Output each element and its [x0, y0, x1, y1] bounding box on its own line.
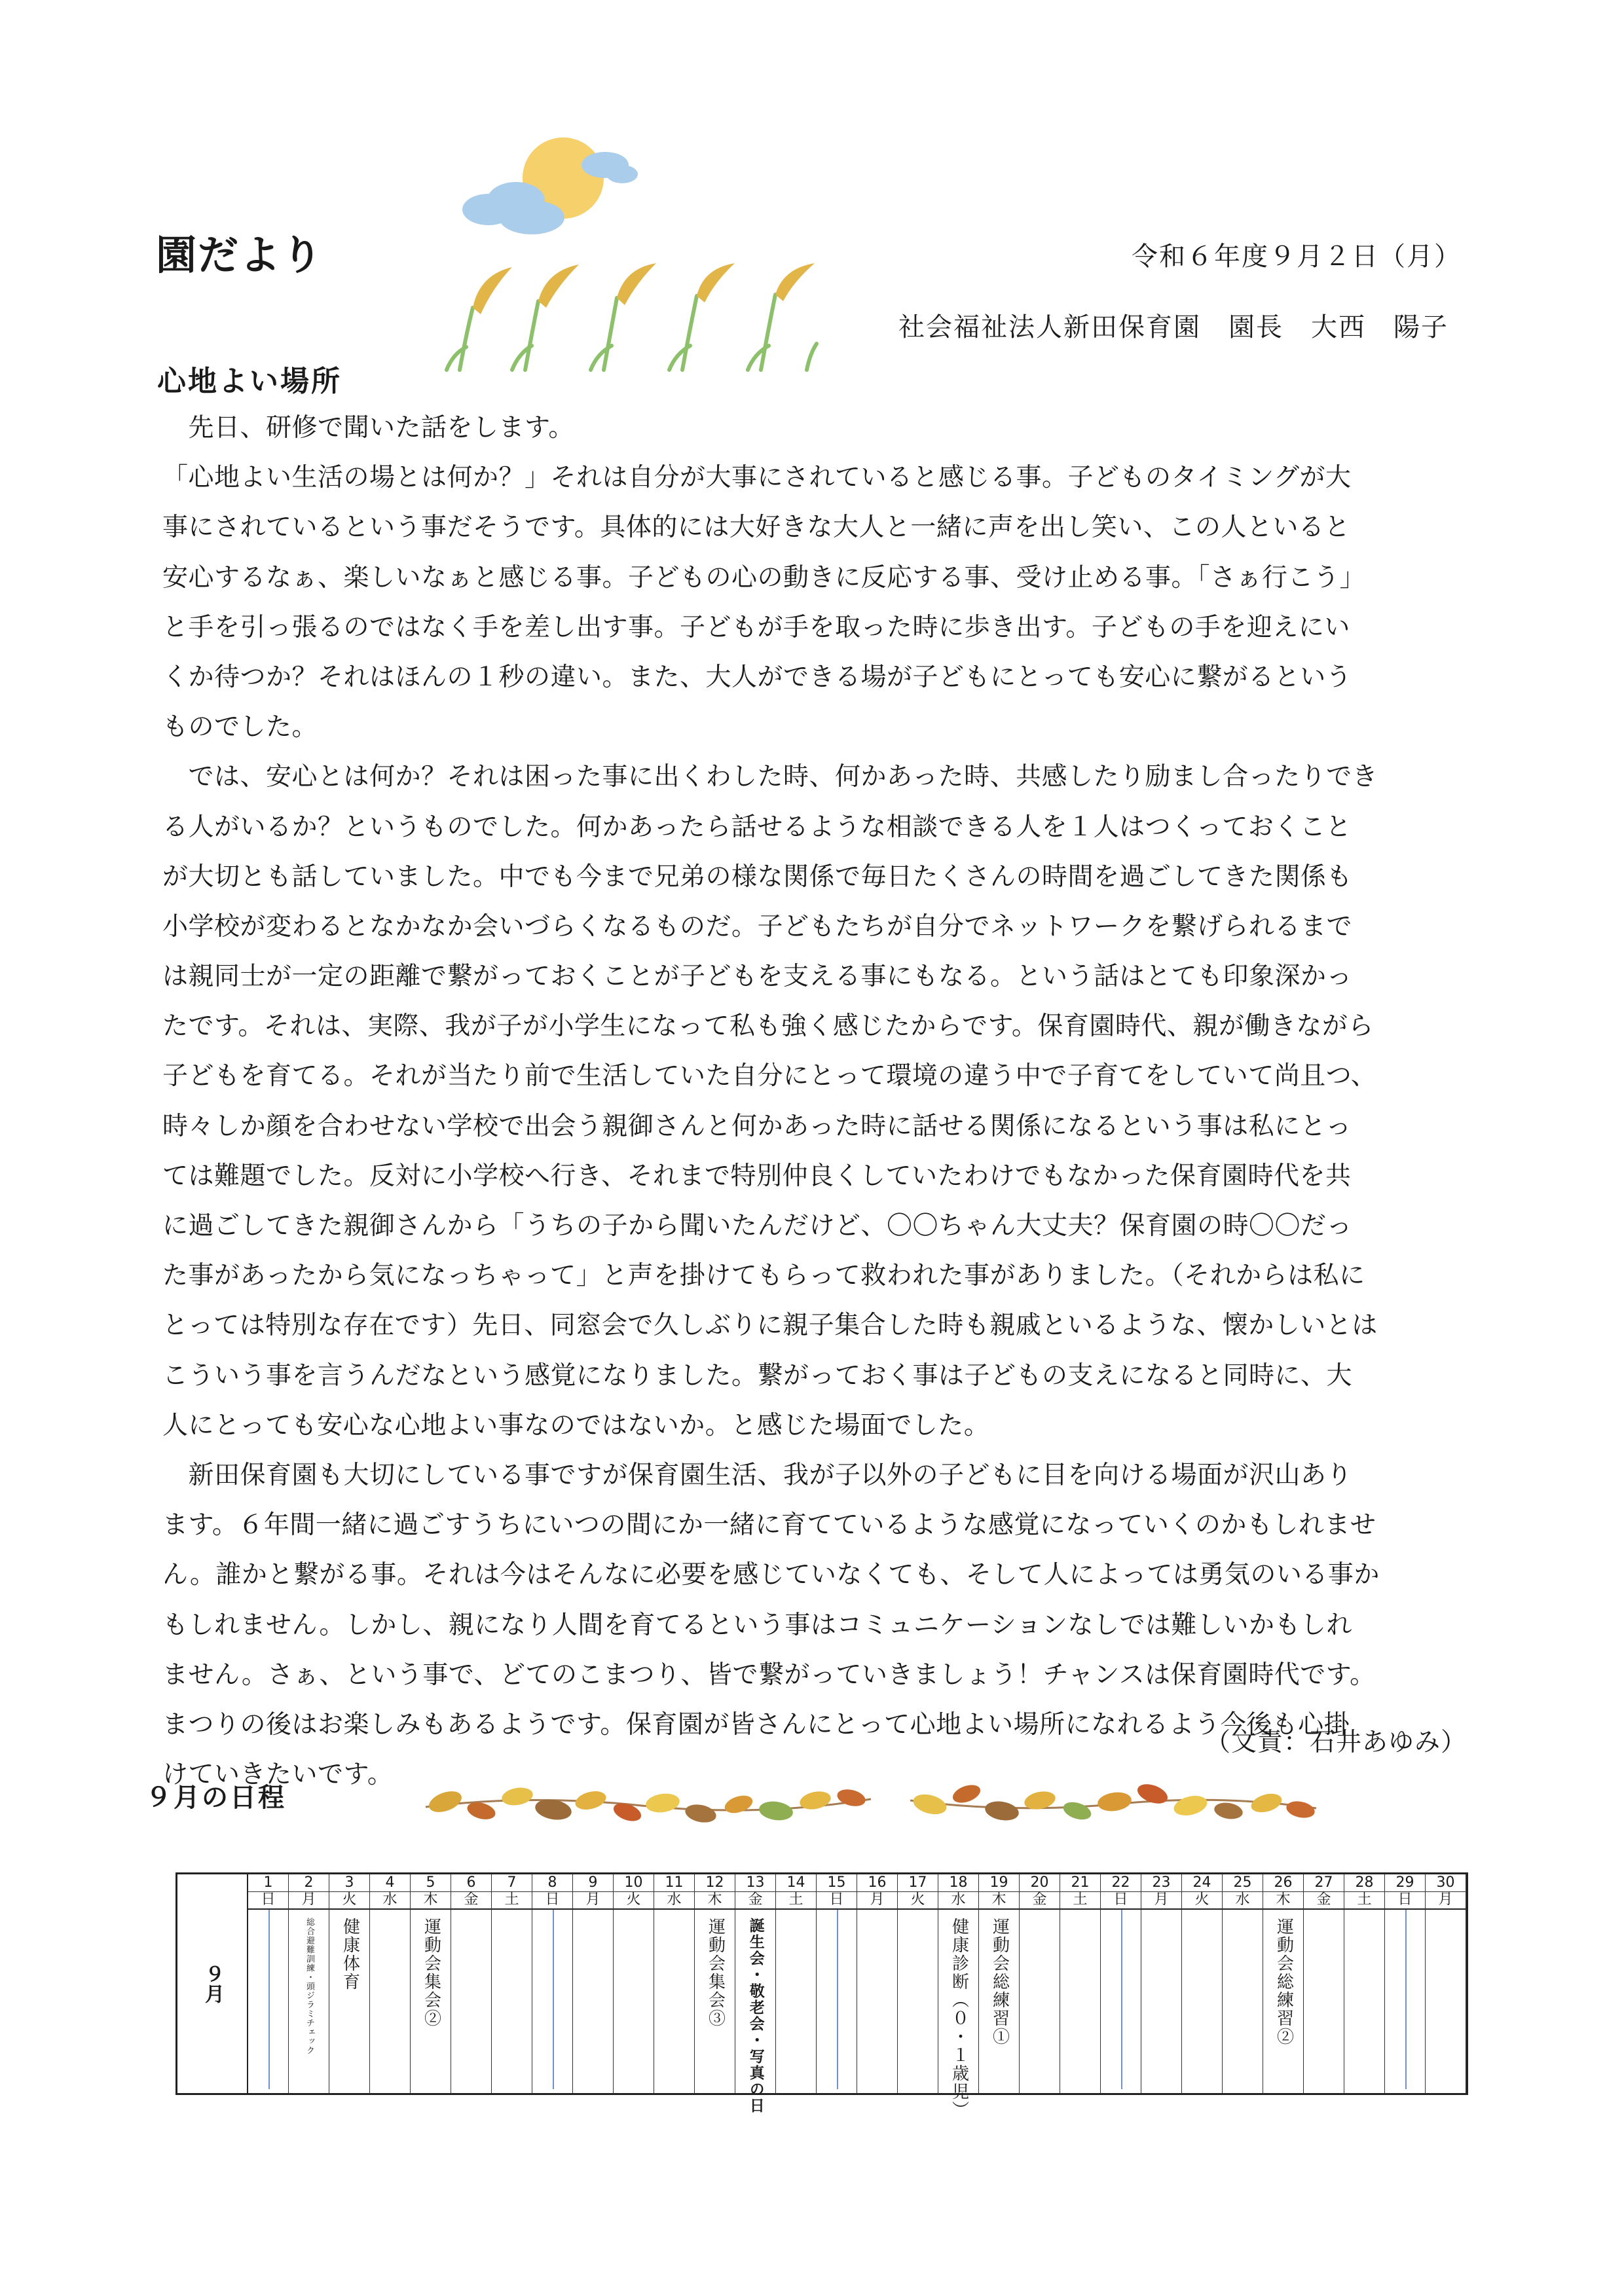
- calendar-weekday: 木: [979, 1891, 1019, 1910]
- article-line: が大切とも話していました。中でも今まで兄弟の様な関係で毎日たくさんの時間を過ごしてきた関係も: [162, 862, 1353, 892]
- calendar-day-number: 2: [289, 1874, 329, 1892]
- article-line: 小学校が変わるとなかなか会いづらくなるものだ。子どもたちが自分でネットワークを繋げられるまで: [162, 911, 1353, 941]
- calendar-weekday: 木: [695, 1891, 735, 1910]
- calendar-day-column: [1101, 1874, 1141, 2093]
- article-line: た事があったから気になっちゃって」と声を掛けてもらって救われた事がありました。（それからは私に: [162, 1261, 1365, 1291]
- pampas-grass-illustration: [440, 262, 820, 373]
- sunday-marker-line: [837, 1910, 838, 2089]
- article-line: に過ごしてきた親御さんから「うちの子から聞いたんだけど、〇〇ちゃん大丈夫？保育園の時〇〇だっ: [162, 1211, 1353, 1241]
- calendar-day-column: [654, 1874, 695, 2093]
- calendar-weekday: 金: [1304, 1891, 1344, 1910]
- calendar-day-number: 24: [1182, 1874, 1222, 1892]
- calendar-day-number: 26: [1263, 1874, 1303, 1892]
- calendar-day-column: [1344, 1874, 1385, 2093]
- calendar-weekday: 日: [248, 1891, 288, 1910]
- calendar-event: 運動会総練習①: [989, 1918, 1010, 2046]
- calendar-weekday: 月: [1426, 1891, 1466, 1910]
- calendar-day-number: 30: [1426, 1874, 1466, 1892]
- calendar-day-column: [532, 1874, 573, 2093]
- calendar-weekday: 水: [938, 1891, 978, 1910]
- calendar-day-number: 20: [1020, 1874, 1060, 1892]
- calendar-day-number: 13: [735, 1874, 775, 1892]
- calendar-day-number: 25: [1223, 1874, 1263, 1892]
- calendar-weekday: 金: [451, 1891, 491, 1910]
- article-line: ん。誰かと繋がる事。それは今はそんなに必要を感じていなくても、そして人によっては勇気のいる事か: [162, 1560, 1380, 1590]
- calendar-day-number: 15: [817, 1874, 857, 1892]
- calendar-day-number: 8: [532, 1874, 572, 1892]
- article-line: 新田保育園も大切にしている事ですが保育園生活、我が子以外の子どもに目を向ける場面が沢山あり: [162, 1460, 1353, 1490]
- calendar-day-column: [1223, 1874, 1263, 2093]
- calendar-weekday: 土: [1060, 1891, 1100, 1910]
- calendar-month-text: ９月: [201, 1964, 224, 2003]
- calendar-weekday: 日: [532, 1891, 572, 1910]
- calendar-weekday: 水: [370, 1891, 410, 1910]
- calendar-day-column: [1020, 1874, 1060, 2093]
- article-line: ます。６年間一緒に過ごすうちにいつの間にか一緒に育てているような感覚になっていくのかもしれませ: [162, 1510, 1376, 1540]
- calendar-day-column: [898, 1874, 938, 2093]
- calendar-day-number: 4: [370, 1874, 410, 1892]
- calendar-weekday: 日: [1101, 1891, 1141, 1910]
- calendar-day-column: [451, 1874, 492, 2093]
- calendar-day-column: [1060, 1874, 1101, 2093]
- calendar-day-number: 5: [411, 1874, 451, 1892]
- article-line: は親同士が一定の距離で繋がっておくことが子どもを支える事にもなる。という話はとても印象深かっ: [162, 962, 1353, 992]
- calendar-day-column: [329, 1874, 370, 2093]
- sunday-marker-line: [553, 1910, 554, 2089]
- sunday-marker-line: [1405, 1910, 1407, 2089]
- article-line: こういう事を言うんだなという感覚になりました。繋がっておく事は子どもの支えになると同時に、大: [162, 1360, 1353, 1391]
- calendar-day-column: [248, 1874, 289, 2093]
- calendar-day-number: 9: [573, 1874, 613, 1892]
- calendar-day-number: 28: [1344, 1874, 1384, 1892]
- calendar-day-number: 29: [1385, 1874, 1425, 1892]
- newsletter-title: 園だより: [156, 231, 324, 279]
- sun-cloud-illustration: [448, 131, 638, 255]
- autumn-leaves-garland-right: [904, 1768, 1323, 1840]
- calendar-day-number: 17: [898, 1874, 938, 1892]
- calendar-month-label: [177, 1874, 248, 2093]
- calendar-weekday: 月: [1141, 1891, 1181, 1910]
- calendar-day-number: 12: [695, 1874, 735, 1892]
- calendar-weekday: 日: [1385, 1891, 1425, 1910]
- calendar-day-number: 3: [329, 1874, 369, 1892]
- calendar-weekday: 火: [614, 1891, 654, 1910]
- article-attribution: （文責：石井あゆみ）: [1204, 1728, 1467, 1757]
- calendar-day-number: 6: [451, 1874, 491, 1892]
- article-line: くか待つか？それはほんの１秒の違い。また、大人ができる場が子どもにとっても安心に繋がるという: [162, 662, 1352, 692]
- calendar-weekday: 土: [776, 1891, 816, 1910]
- calendar-weekday: 日: [817, 1891, 857, 1910]
- article-line: ては難題でした。反対に小学校へ行き、それまで特別仲良くしていたわけでもなかった保育園時代を共: [162, 1161, 1352, 1191]
- calendar-day-column: [776, 1874, 817, 2093]
- calendar-day-number: 11: [654, 1874, 694, 1892]
- calendar-day-column: [979, 1874, 1020, 2093]
- calendar-weekday: 金: [1020, 1891, 1060, 1910]
- article-line: と手を引っ張るのではなく手を差し出す事。子どもが手を取った時に歩き出す。子どもの手を迎えにい: [162, 612, 1350, 642]
- article-line: る人がいるか？というものでした。何かあったら話せるような相談できる人を１人はつくっておくこと: [162, 812, 1352, 842]
- calendar-day-number: 10: [614, 1874, 654, 1892]
- calendar-day-number: 23: [1141, 1874, 1181, 1892]
- calendar-weekday: 水: [1223, 1891, 1263, 1910]
- calendar-weekday: 水: [654, 1891, 694, 1910]
- calendar-day-column: [695, 1874, 735, 2093]
- calendar-event: 誕生会・敬老会・写真の日: [747, 1918, 764, 2114]
- autumn-leaves-garland-left: [419, 1768, 877, 1840]
- organization-signature: 社会福祉法人新田保育園 園長 大西 陽子: [898, 312, 1449, 342]
- article-body: [162, 403, 1479, 1800]
- article-heading: 心地よい場所: [157, 365, 342, 398]
- article-line: けていきたいです。: [162, 1760, 394, 1790]
- calendar-day-number: 27: [1304, 1874, 1344, 1892]
- article-line: もしれません。しかし、親になり人間を育てるという事はコミュニケーションなしでは難しいかもしれ: [162, 1610, 1353, 1640]
- calendar-weekday: 月: [573, 1891, 613, 1910]
- september-schedule-calendar: [175, 1872, 1468, 2119]
- calendar-day-column: [370, 1874, 411, 2093]
- calendar-weekday: 火: [329, 1891, 369, 1910]
- calendar-day-column: [411, 1874, 451, 2093]
- article-line: 安心するなぁ、楽しいなぁと感じる事。子どもの心の動きに反応する事、受け止める事。「さぁ行こう」: [162, 562, 1366, 592]
- calendar-day-number: 19: [979, 1874, 1019, 1892]
- calendar-weekday: 火: [1182, 1891, 1222, 1910]
- calendar-day-column: [1426, 1874, 1466, 2093]
- calendar-day-number: 7: [492, 1874, 532, 1892]
- calendar-day-column: [289, 1874, 329, 2093]
- calendar-day-column: [1304, 1874, 1344, 2093]
- calendar-day-column: [492, 1874, 532, 2093]
- calendar-weekday: 土: [1344, 1891, 1384, 1910]
- calendar-day-column: [938, 1874, 979, 2119]
- article-line: 人にとっても安心な心地よい事なのではないか。と感じた場面でした。: [162, 1410, 990, 1440]
- calendar-weekday: 木: [411, 1891, 451, 1910]
- calendar-event: 運動会集会②: [421, 1918, 441, 2028]
- calendar-event: 総合避難訓練・頭ジラミチェック: [304, 1918, 314, 2055]
- article-line: ものでした。: [162, 712, 318, 742]
- article-line: たです。それは、実際、我が子が小学生になって私も強く感じたからです。保育園時代、親が働きながら: [162, 1011, 1374, 1042]
- calendar-day-number: 18: [938, 1874, 978, 1892]
- article-line: 子どもを育てる。それが当たり前で生活していた自分にとって環境の違う中で子育てをしていて尚且つ、: [162, 1061, 1377, 1091]
- calendar-day-number: 14: [776, 1874, 816, 1892]
- calendar-day-column: [1182, 1874, 1223, 2093]
- calendar-event: 運動会集会③: [705, 1918, 726, 2028]
- article-line: 「心地よい生活の場とは何か？」それは自分が大事にされていると感じる事。子どものタイミングが大: [162, 463, 1352, 493]
- calendar-weekday: 月: [857, 1891, 897, 1910]
- article-line: ません。さぁ、という事で、どてのこまつり、皆で繋がっていきましょう！チャンスは保育園時代です。: [162, 1660, 1376, 1690]
- article-line: 先日、研修で聞いた話をします。: [162, 413, 574, 443]
- calendar-day-number: 16: [857, 1874, 897, 1892]
- schedule-heading: ９月の日程: [145, 1783, 286, 1813]
- article-line: まつりの後はお楽しみもあるようです。保育園が皆さんにとって心地よい場所になれるよう今後も心掛: [162, 1709, 1350, 1740]
- calendar-day-column: [614, 1874, 654, 2093]
- article-line: とっては特別な存在です）先日、同窓会で久しぶりに親子集合した時も親戚といるような、懐かしいとは: [162, 1311, 1378, 1341]
- calendar-day-column: [1263, 1874, 1304, 2093]
- calendar-day-column: [573, 1874, 614, 2093]
- calendar-day-number: 1: [248, 1874, 288, 1892]
- issue-date: 令和６年度９月２日（月）: [1132, 242, 1462, 272]
- calendar-weekday: 木: [1263, 1891, 1303, 1910]
- calendar-day-number: 22: [1101, 1874, 1141, 1892]
- calendar-weekday: 月: [289, 1891, 329, 1910]
- sunday-marker-line: [268, 1910, 270, 2089]
- calendar-day-column: [857, 1874, 898, 2093]
- calendar-day-column: [1385, 1874, 1426, 2093]
- calendar-weekday: 金: [735, 1891, 775, 1910]
- calendar-day-column: [1141, 1874, 1182, 2093]
- article-line: では、安心とは何か？それは困った事に出くわした時、何かあった時、共感したり励まし合ったりでき: [162, 762, 1378, 792]
- sunday-marker-line: [1121, 1910, 1122, 2089]
- calendar-event: 運動会総練習②: [1274, 1918, 1294, 2046]
- article-line: 時々しか顔を合わせない学校で出会う親御さんと何かあった時に話せる関係になるという事は私にとっ: [162, 1111, 1352, 1141]
- calendar-day-column: [817, 1874, 857, 2093]
- calendar-weekday: 火: [898, 1891, 938, 1910]
- calendar-weekday: 土: [492, 1891, 532, 1910]
- calendar-day-column: [735, 1874, 776, 2114]
- calendar-event: 健康診断（０・１歳児）: [949, 1918, 969, 2119]
- calendar-day-number: 21: [1060, 1874, 1100, 1892]
- article-line: 事にされているという事だそうです。具体的には大好きな大人と一緒に声を出し笑い、この人といると: [162, 513, 1350, 543]
- calendar-event: 健康体育: [340, 1918, 360, 1991]
